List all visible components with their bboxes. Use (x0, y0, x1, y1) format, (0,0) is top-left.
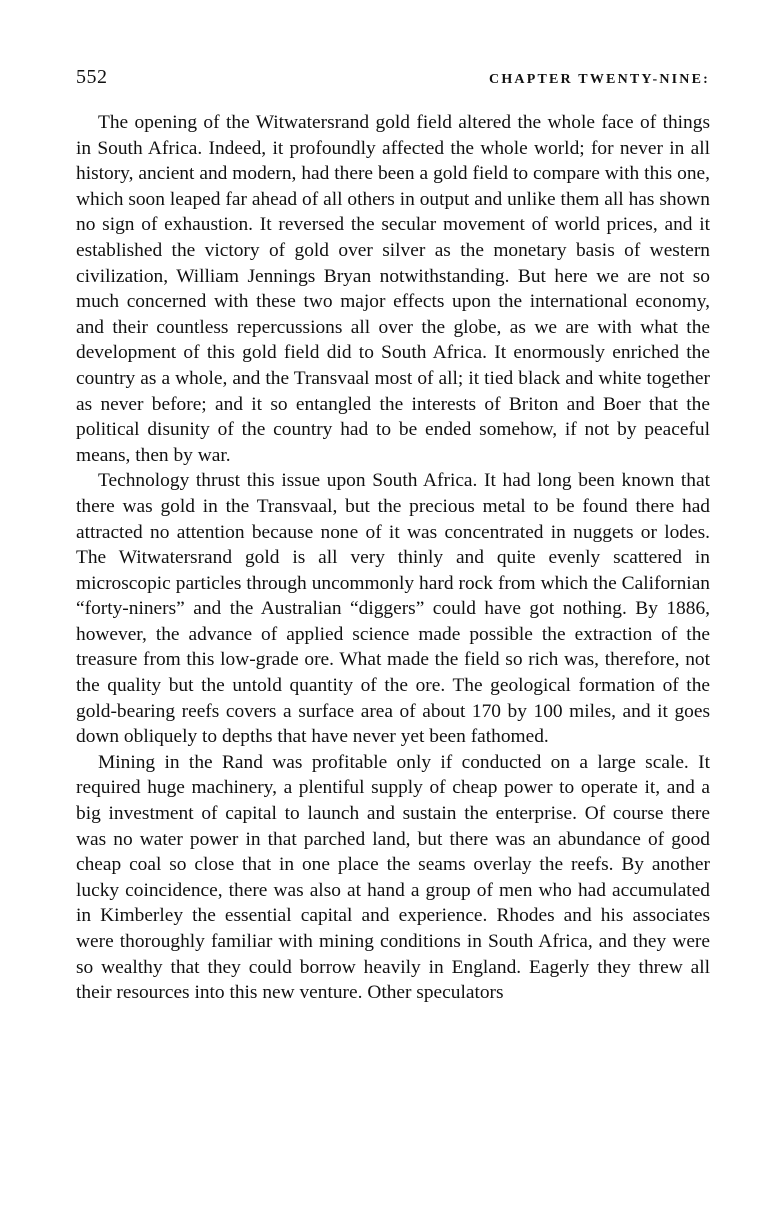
page-number: 552 (76, 66, 108, 88)
paragraph: Mining in the Rand was profitable only if conducted on a large scale. It required huge machinery, a plentiful supply of cheap power to operate it, and a big investment of capital to launch and sustain the enterprise. Of course there was no water power in that parched land, but there was an abundance of good cheap coal so close that in one place the seams overlay the reefs. By another lucky coincidence, there was also at hand a group of men who had accumulated in Kimberley the essential capital and experience. Rhodes and his associates were thoroughly familiar with mining conditions in South Africa, and they were so wealthy that they could borrow heavily in England. Eagerly they threw all their resources into this new venture. Other speculators (76, 751, 710, 1004)
book-page (76, 66, 710, 1006)
chapter-heading: CHAPTER TWENTY-NINE: (489, 72, 710, 87)
paragraph: Technology thrust this issue upon South Africa. It had long been known that there was gold in the Transvaal, but the precious metal to be found there had attracted no attention because none of it was concentrated in nuggets or lodes. The Witwatersrand gold is all very thinly and quite evenly scattered in microscopic particles through uncommonly hard rock from which the Californian “forty-niners” and the Australian “diggers” could have got nothing. By 1886, however, the advance of applied science made possible the extraction of the treasure from this low-grade ore. What made the field so rich was, therefore, not the quality but the untold quantity of the ore. The geological formation of the gold-bearing reefs covers a surface area of about 170 by 100 miles, and it goes down obliquely to depths that have never yet been fathomed. (76, 470, 710, 748)
paragraph: The opening of the Witwatersrand gold field altered the whole face of things in South Africa. Indeed, it profoundly affected the whole world; for never in all history, ancient and modern, had there been a gold field to compare with this one, which soon leaped far ahead of all others in output and unlike them all has shown no sign of exhaustion. It reversed the secular movement of world prices, and it established the victory of gold over silver as the monetary basis of western civilization, William Jennings Bryan notwithstanding. But here we are not so much concerned with these two major effects upon the international economy, and their countless repercussions all over the globe, as we are with what the development of this gold field did to South Africa. It enormously enriched the country as a whole, and the Transvaal most of all; it tied black and white together as never before; and it so entangled the interests of Briton and Boer that the political disunity of the country had to be ended somehow, if not by peaceful means, then by war. (76, 112, 710, 466)
running-head (76, 66, 710, 96)
body-text (76, 110, 710, 1006)
